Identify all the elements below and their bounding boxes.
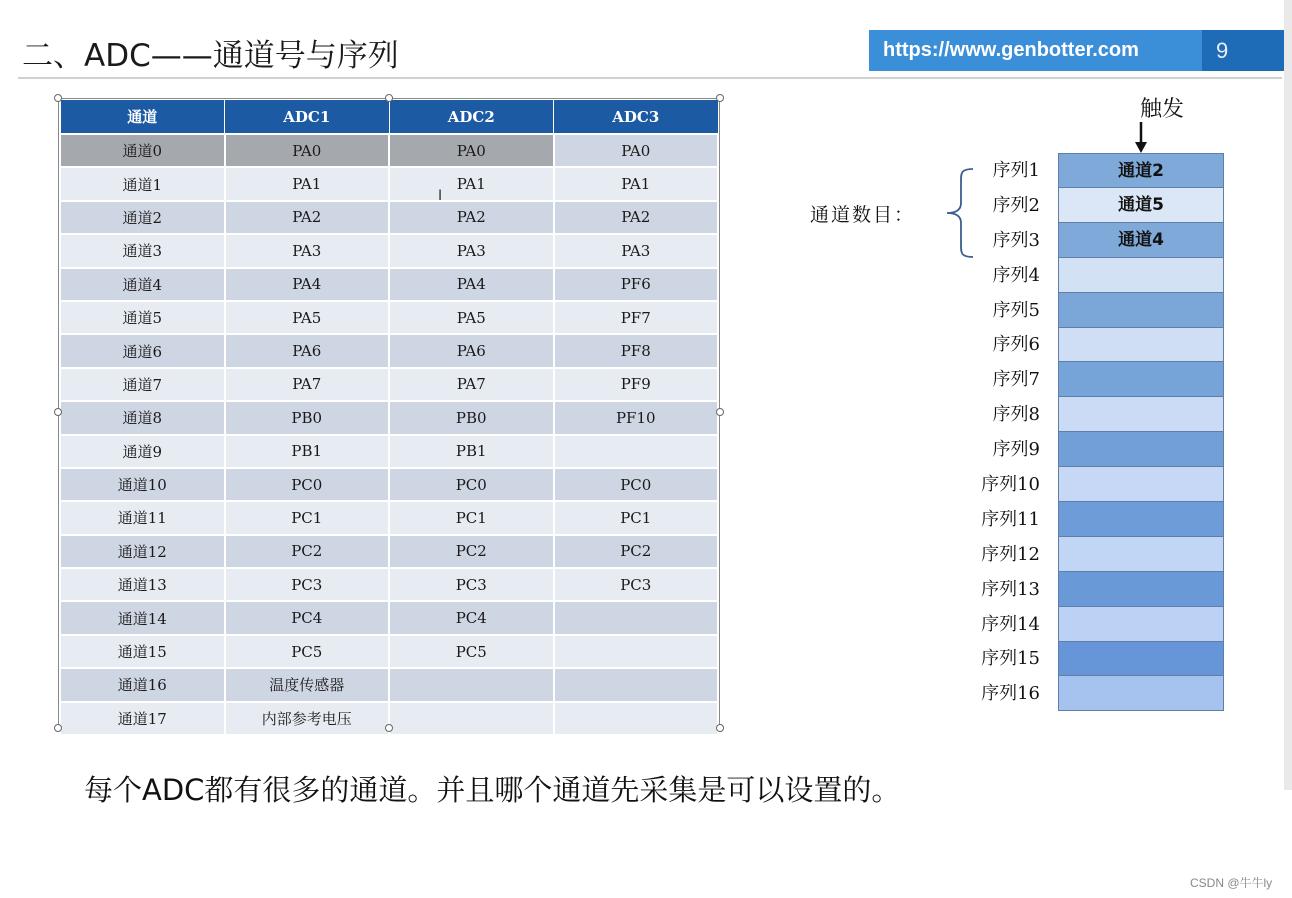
table-row[interactable] (60, 468, 718, 501)
table-cell[interactable]: PC3 (389, 568, 554, 601)
table-row[interactable] (60, 334, 718, 367)
table-cell[interactable]: 通道1 (60, 167, 225, 200)
table-row[interactable] (60, 167, 718, 200)
sequence-label: 序列1 (992, 160, 1040, 181)
sequence-slot (1058, 432, 1224, 467)
table-row[interactable] (60, 601, 718, 634)
sequence-slot: 通道4 (1058, 223, 1224, 258)
table-cell[interactable]: PA0 (389, 134, 554, 167)
resize-handle-bm[interactable] (385, 724, 393, 732)
table-cell[interactable]: 通道14 (60, 601, 225, 634)
page-number: 9 (1202, 30, 1286, 71)
table-cell[interactable]: PC1 (554, 501, 719, 534)
table-cell[interactable]: PC3 (225, 568, 390, 601)
sequence-label: 序列2 (992, 194, 1040, 216)
sequence-slot (1058, 328, 1224, 363)
table-cell[interactable] (554, 635, 719, 668)
table-cell[interactable]: 通道11 (60, 501, 225, 534)
title-divider (18, 77, 1282, 79)
sequence-slot (1058, 467, 1224, 502)
table-cell[interactable]: PA7 (225, 368, 390, 401)
table-cell[interactable] (389, 668, 554, 701)
table-cell[interactable]: PC1 (225, 501, 390, 534)
table-cell[interactable]: PA7 (389, 368, 554, 401)
table-cell[interactable]: PA2 (389, 201, 554, 234)
table-cell[interactable]: PA4 (389, 268, 554, 301)
table-cell[interactable]: 通道6 (60, 334, 225, 367)
resize-handle-br[interactable] (716, 724, 724, 732)
table-cell[interactable] (554, 601, 719, 634)
table-cell[interactable]: 通道10 (60, 468, 225, 501)
header-adc1: ADC1 (225, 100, 390, 135)
table-row[interactable] (60, 501, 718, 534)
table-cell[interactable]: PA2 (554, 201, 719, 234)
sequence-slot (1058, 537, 1224, 572)
table-cell[interactable]: PA6 (389, 334, 554, 367)
trigger-arrow-icon (1133, 122, 1149, 154)
sequence-label: 序列7 (992, 369, 1040, 391)
table-cell[interactable]: 通道0 (60, 134, 225, 167)
sequence-label: 序列10 (981, 474, 1040, 496)
table-cell[interactable]: PC3 (554, 568, 719, 601)
table-cell[interactable]: 通道15 (60, 635, 225, 668)
sequence-label: 序列16 (981, 683, 1040, 705)
sequence-slot (1058, 676, 1224, 711)
table-cell[interactable]: PB0 (389, 401, 554, 434)
resize-handle-tl[interactable] (54, 94, 62, 102)
table-cell[interactable]: 内部参考电压 (225, 702, 390, 735)
table-cell[interactable]: PC2 (554, 535, 719, 568)
sequence-slot (1058, 293, 1224, 328)
sequence-slot (1058, 642, 1224, 677)
table-cell[interactable]: 通道16 (60, 668, 225, 701)
table-cell[interactable]: PC2 (225, 535, 390, 568)
table-row[interactable] (60, 635, 718, 668)
sequence-label: 序列3 (992, 229, 1040, 251)
sequence-label: 序列12 (981, 543, 1040, 565)
table-cell[interactable] (389, 702, 554, 735)
table-cell[interactable]: 通道8 (60, 401, 225, 434)
table-cell[interactable]: PC0 (225, 468, 390, 501)
table-cell[interactable]: PC5 (225, 635, 390, 668)
table-row[interactable] (60, 368, 718, 401)
sequence-slot (1058, 362, 1224, 397)
table-row[interactable] (60, 568, 718, 601)
scrollbar-edge (1284, 0, 1292, 790)
sequence-slot (1058, 572, 1224, 607)
table-cell[interactable]: PC4 (389, 601, 554, 634)
sequence-label: 序列9 (992, 439, 1040, 461)
slide-title: 二、ADC——通道号与序列 (22, 38, 399, 74)
sequence-labels (970, 153, 1050, 711)
resize-handle-ml[interactable] (54, 408, 62, 416)
text-cursor-icon: I (438, 188, 443, 204)
table-cell[interactable]: PA3 (554, 234, 719, 267)
sequence-label: 序列6 (992, 334, 1040, 356)
table-cell[interactable] (554, 435, 719, 468)
sequence-label: 序列4 (992, 264, 1040, 286)
table-cell[interactable]: 通道7 (60, 368, 225, 401)
url-banner: https://www.genbotter.com (869, 30, 1202, 71)
table-cell[interactable]: PA1 (389, 167, 554, 200)
table-cell[interactable]: PF7 (554, 301, 719, 334)
table-row[interactable] (60, 535, 718, 568)
table-row[interactable] (60, 234, 718, 267)
table-cell[interactable]: PC0 (389, 468, 554, 501)
sequence-slot: 通道2 (1058, 153, 1224, 188)
table-cell[interactable]: PA0 (554, 134, 719, 167)
table-cell[interactable]: PF9 (554, 368, 719, 401)
table-cell[interactable]: 通道17 (60, 702, 225, 735)
table-cell[interactable]: PC2 (389, 535, 554, 568)
table-cell[interactable]: 通道5 (60, 301, 225, 334)
watermark: CSDN @牛牛ly (1190, 876, 1273, 890)
channel-table[interactable] (58, 98, 720, 728)
table-cell[interactable]: 通道13 (60, 568, 225, 601)
table-cell[interactable]: PB0 (225, 401, 390, 434)
sequence-slot (1058, 397, 1224, 432)
sequence-label: 序列15 (981, 648, 1040, 670)
table-cell[interactable]: PF10 (554, 401, 719, 434)
sequence-slot (1058, 607, 1224, 642)
resize-handle-tm[interactable] (385, 94, 393, 102)
table-cell[interactable]: PA6 (225, 334, 390, 367)
table-row[interactable] (60, 268, 718, 301)
table-cell[interactable]: PA1 (554, 167, 719, 200)
table-row[interactable] (60, 201, 718, 234)
table-cell[interactable]: PB1 (389, 435, 554, 468)
table-cell[interactable]: PF6 (554, 268, 719, 301)
table-cell[interactable]: 通道3 (60, 234, 225, 267)
table-cell[interactable]: PF8 (554, 334, 719, 367)
table-cell[interactable]: PA5 (225, 301, 390, 334)
sequence-slot: 通道5 (1058, 188, 1224, 223)
sequence-label: 序列11 (981, 508, 1040, 530)
table-cell[interactable]: 通道2 (60, 201, 225, 234)
table-cell[interactable]: PC0 (554, 468, 719, 501)
table-cell[interactable]: PB1 (225, 435, 390, 468)
table-cell[interactable]: PA0 (225, 134, 390, 167)
sequence-slot (1058, 258, 1224, 293)
table-cell[interactable]: PC1 (389, 501, 554, 534)
sequence-slot (1058, 502, 1224, 537)
header-adc2: ADC2 (389, 100, 554, 135)
table-cell[interactable]: 温度传感器 (225, 668, 390, 701)
table-cell[interactable]: 通道4 (60, 268, 225, 301)
table-cell[interactable]: PA1 (225, 167, 390, 200)
table-cell[interactable]: PA3 (225, 234, 390, 267)
resize-handle-mr[interactable] (716, 408, 724, 416)
sequence-label: 序列5 (992, 299, 1040, 321)
table-cell[interactable] (554, 668, 719, 701)
table-row[interactable] (60, 134, 718, 167)
sequence-label: 序列13 (981, 578, 1040, 600)
table-cell[interactable]: PA4 (225, 268, 390, 301)
channel-count-label: 通道数目： (810, 204, 916, 226)
resize-handle-tr[interactable] (716, 94, 724, 102)
resize-handle-bl[interactable] (54, 724, 62, 732)
table-cell[interactable]: 通道9 (60, 435, 225, 468)
sequence-slots (1058, 153, 1224, 711)
table-header-row (60, 100, 718, 135)
header-adc3: ADC3 (554, 100, 719, 135)
sequence-label: 序列14 (981, 613, 1040, 635)
subtitle-caption: 每个ADC都有很多的通道。并且哪个通道先采集是可以设置的。 (84, 773, 901, 807)
table-cell[interactable]: PA3 (389, 234, 554, 267)
table-row[interactable] (60, 401, 718, 434)
table-cell[interactable]: PA5 (389, 301, 554, 334)
table-cell[interactable]: PC5 (389, 635, 554, 668)
table-cell[interactable]: PA2 (225, 201, 390, 234)
table-row[interactable] (60, 301, 718, 334)
table-cell[interactable]: 通道12 (60, 535, 225, 568)
table-cell[interactable] (554, 702, 719, 735)
table-row[interactable] (60, 435, 718, 468)
table-row[interactable] (60, 668, 718, 701)
sequence-label: 序列8 (992, 404, 1040, 426)
table-cell[interactable]: PC4 (225, 601, 390, 634)
trigger-label: 触发 (1140, 97, 1185, 122)
header-channel: 通道 (60, 100, 225, 135)
